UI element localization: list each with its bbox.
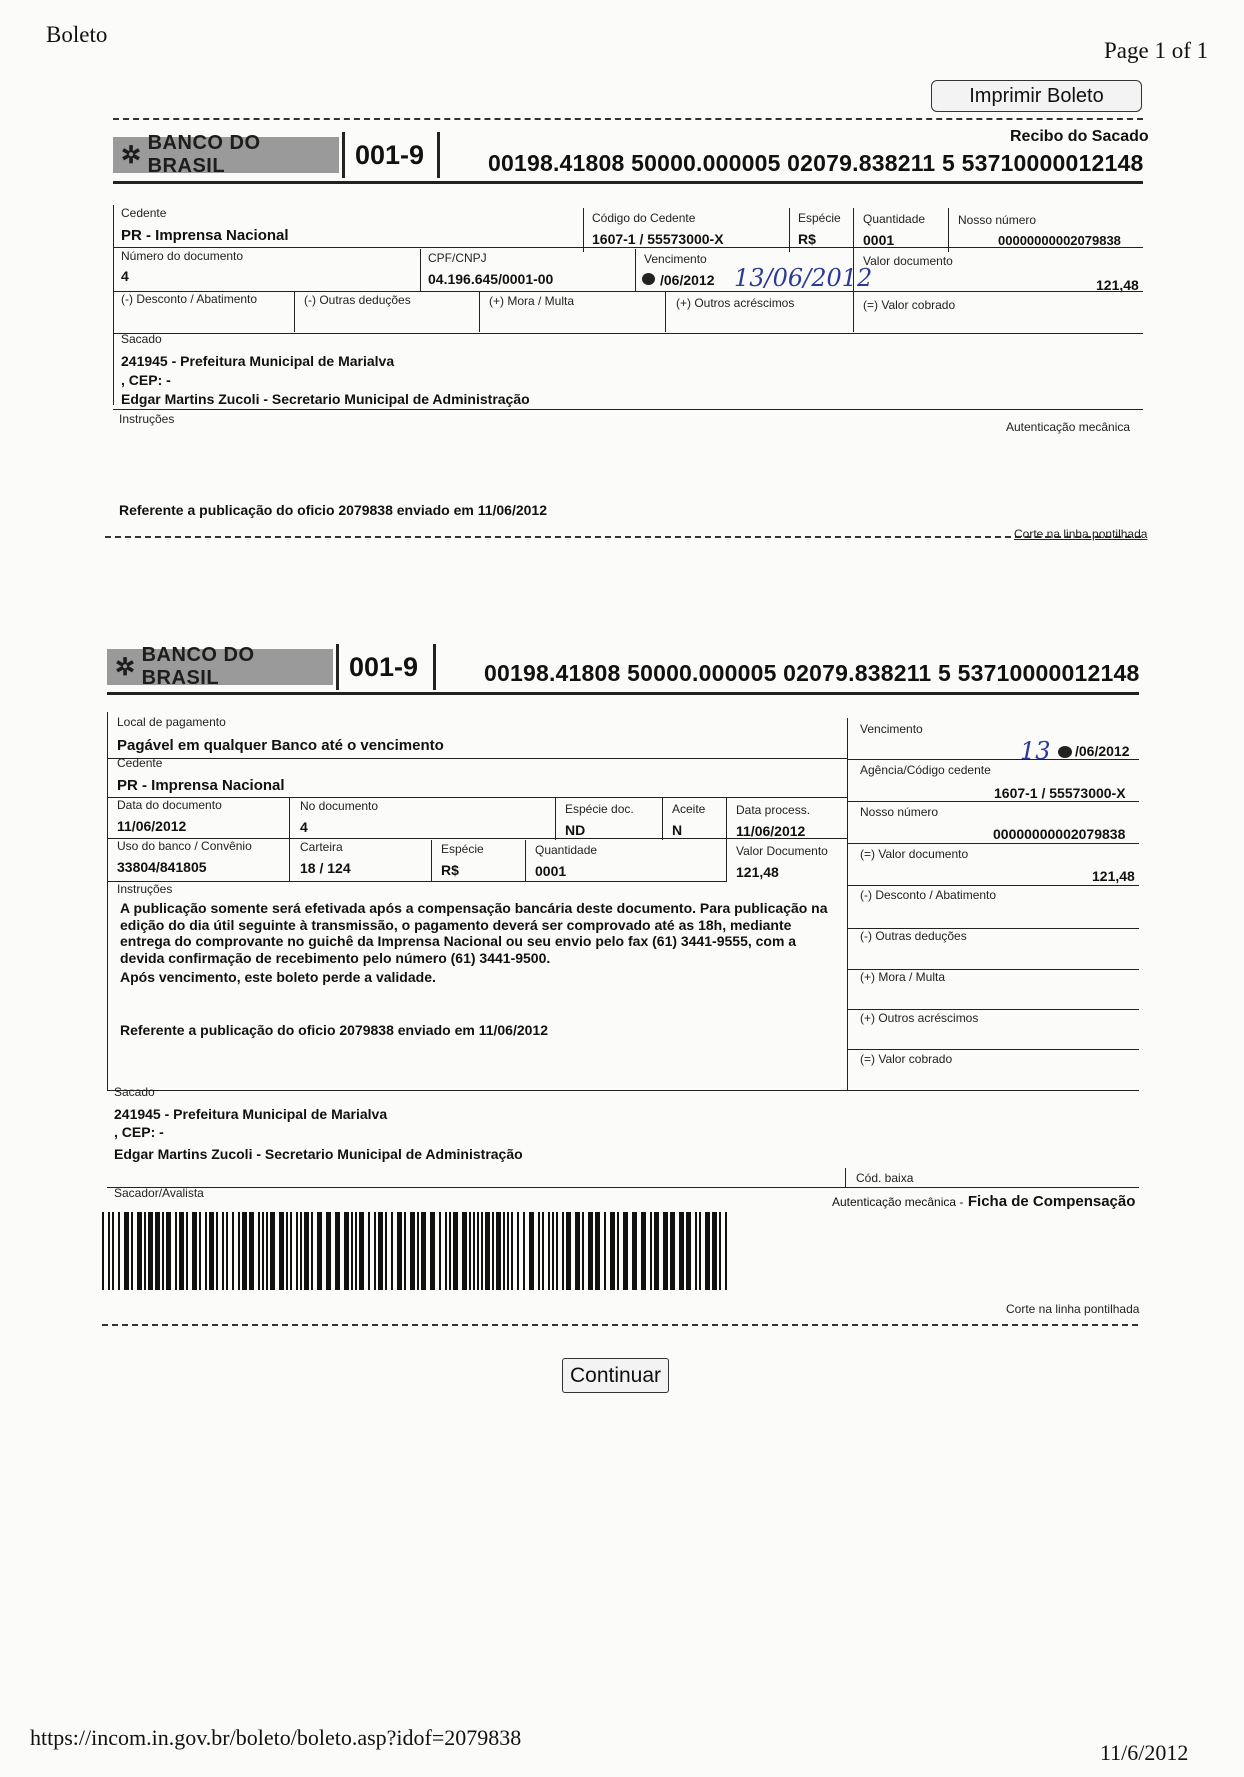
valor-documento-value: 121,48 xyxy=(1096,277,1139,293)
agencia-value: 1607-1 / 55573000-X xyxy=(994,785,1126,801)
ficha-sacado-line3: Edgar Martins Zucoli - Secretario Municipal de Administração xyxy=(114,1146,523,1162)
digitable-line: 00198.41808 50000.000005 02079.838211 5 53710000012148 xyxy=(488,150,1144,176)
no-documento-value: 4 xyxy=(300,819,308,835)
vencimento-value: /06/2012 xyxy=(660,272,715,288)
ficha-referente: Referente a publicação do oficio 2079838 enviado em 11/06/2012 xyxy=(120,1022,548,1038)
aceite-value: N xyxy=(672,822,683,838)
ink-blot xyxy=(1058,746,1072,758)
cpf-value: 04.196.645/0001-00 xyxy=(428,271,554,287)
sacado-line3: Edgar Martins Zucoli - Secretario Municipal de Administração xyxy=(121,391,530,407)
receipt-referente: Referente a publicação do oficio 2079838 enviado em 11/06/2012 xyxy=(119,502,547,518)
ficha-especie-value: R$ xyxy=(441,862,459,878)
instrucoes-text2: Após vencimento, este boleto perde a validade. xyxy=(120,969,436,985)
continue-button[interactable]: Continuar xyxy=(562,1358,669,1393)
ficha-cedente-value: PR - Imprensa Nacional xyxy=(117,777,285,794)
handwritten-date: 13/06/2012 xyxy=(734,264,873,292)
bank-logo-ficha: ✲ BANCO DO BRASIL xyxy=(107,649,333,685)
print-date: 11/6/2012 xyxy=(1100,1740,1189,1765)
bank-code-ficha: 001-9 xyxy=(349,652,419,682)
ficha-nosso-numero-value: 00000000002079838 xyxy=(993,826,1126,842)
data-process-value: 11/06/2012 xyxy=(736,823,806,839)
digitable-line-ficha: 00198.41808 50000.000005 02079.838211 5 53710000012148 xyxy=(484,660,1140,686)
carteira-value: 18 / 124 xyxy=(300,860,351,876)
especie-value: R$ xyxy=(798,231,816,247)
page-url: https://incom.in.gov.br/boleto/boleto.asp?idof=2079838 xyxy=(30,1725,522,1750)
numero-documento-value: 4 xyxy=(121,268,129,284)
local-pagamento-value: Pagável em qualquer Banco até o vencimento xyxy=(117,737,444,754)
ficha-valor-documento-value: 121,48 xyxy=(736,864,779,880)
barcode-icon xyxy=(102,1212,732,1290)
cut-line xyxy=(105,536,1141,538)
receipt-title: Recibo do Sacado xyxy=(1010,128,1149,145)
ficha-sacado-line1: 241945 - Prefeitura Municipal de Marialva xyxy=(114,1106,388,1122)
nosso-numero-value: 00000000002079838 xyxy=(998,233,1121,248)
bank-code: 001-9 xyxy=(355,140,425,170)
uso-banco-value: 33804/841805 xyxy=(117,859,207,875)
quantidade-value: 0001 xyxy=(863,232,895,248)
banco-do-brasil-logo-icon: ✲ xyxy=(121,141,142,169)
cedente-value: PR - Imprensa Nacional xyxy=(121,227,289,244)
especie-doc-value: ND xyxy=(565,822,586,838)
valor-documento-right-value: 121,48 xyxy=(1092,868,1135,884)
banco-do-brasil-logo-icon: ✲ xyxy=(115,653,136,681)
page-title: Boleto xyxy=(46,22,108,47)
ficha-compensacao-title: Autenticação mecânica - Ficha de Compensação xyxy=(832,1193,1136,1210)
ficha-quantidade-value: 0001 xyxy=(535,863,567,879)
bottom-cut-line xyxy=(102,1324,1138,1326)
instrucoes-text: A publicação somente será efetivada após a compensação bancária deste documento. Para publicação na edição do dia útil seguinte à transmissão, o pagamento deverá ser comprovado até as 18h, mediante entrega do comprovante no guichê da Imprensa Nacional ou seu envio pelo fax (61) 3441-9555, com a devida confirmação de recebimento pelo número (61) 3441-9500. xyxy=(120,900,828,966)
page-count: Page 1 of 1 xyxy=(1104,38,1209,63)
print-button[interactable]: Imprimir Boleto xyxy=(931,80,1142,112)
sacado-line2: , CEP: - xyxy=(121,372,171,388)
ficha-vencimento-value: /06/2012 xyxy=(1075,743,1130,759)
top-dashed-line xyxy=(113,118,1143,120)
bank-logo: ✲ BANCO DO BRASIL xyxy=(113,137,339,173)
handwritten-day: 13 xyxy=(1020,737,1051,765)
ficha-sacado-line2: , CEP: - xyxy=(114,1124,164,1140)
sacado-line1: 241945 - Prefeitura Municipal de Marialva xyxy=(121,353,395,369)
codigo-cedente-value: 1607-1 / 55573000-X xyxy=(592,231,724,247)
ink-blot xyxy=(642,273,655,285)
data-documento-value: 11/06/2012 xyxy=(117,818,187,834)
